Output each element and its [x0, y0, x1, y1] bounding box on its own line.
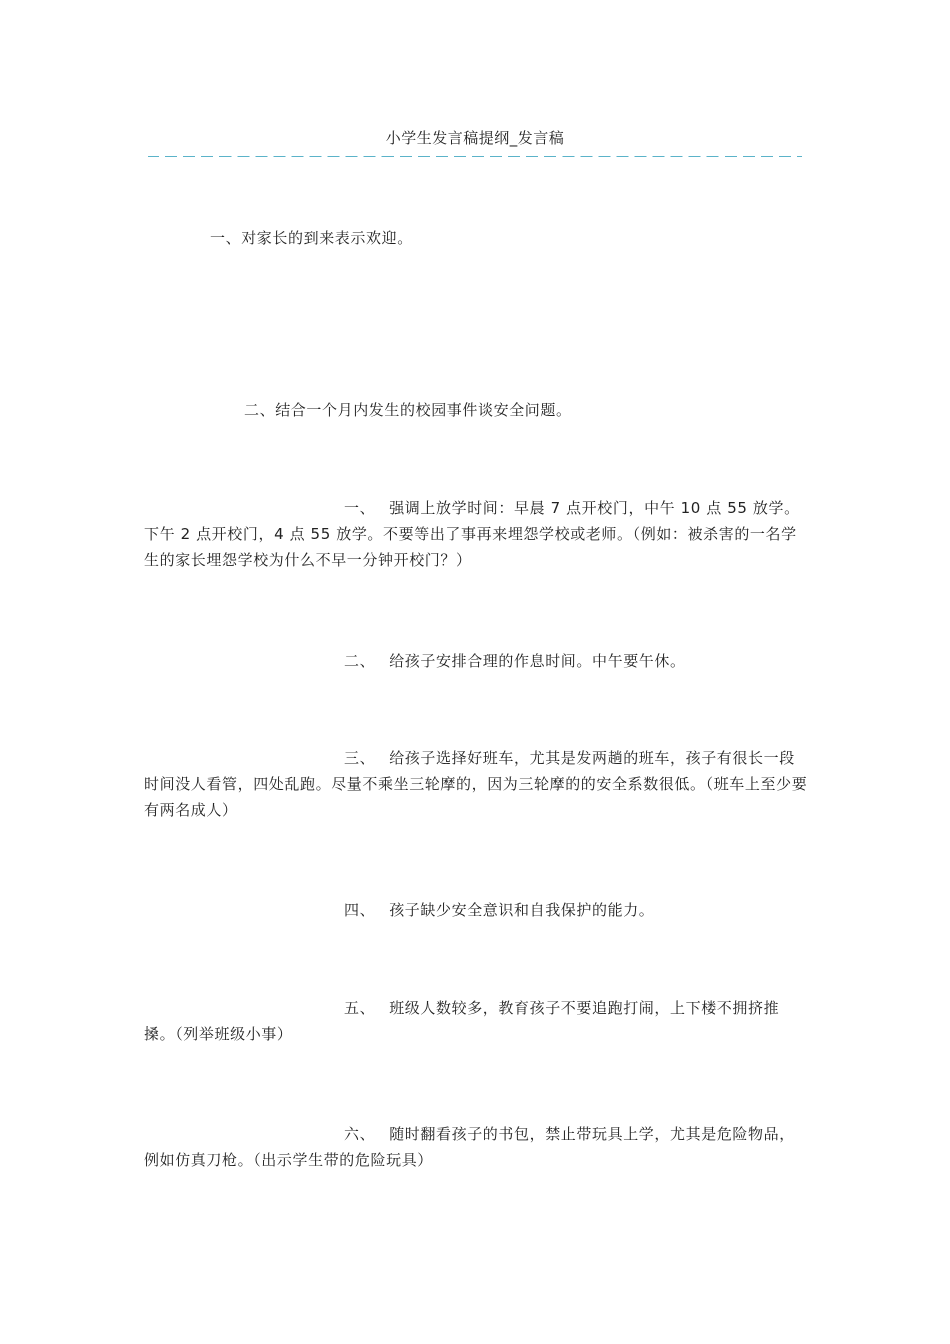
item-text: 给孩子选择好班车，尤其是发两趟的班车，孩子有很长一段时间没人看管，四处乱跑。尽量不乘坐三轮摩的，因为三轮摩的的安全系数很低。（班车上至少要有两名成人）	[144, 749, 808, 819]
item-text: 随时翻看孩子的书包，禁止带玩具上学，尤其是危险物品，例如仿真刀枪。（出示学生带的危险玩具）	[144, 1125, 795, 1169]
document-title: 小学生发言稿提纲_发言稿	[385, 129, 565, 147]
item-text: 孩子缺少安全意识和自我保护的能力。	[389, 901, 655, 919]
item-text: 班级人数较多，教育孩子不要追跑打闹，上下楼不拥挤推搡。（列举班级小事）	[144, 999, 780, 1043]
list-item	[144, 495, 808, 573]
item-number: 五、	[344, 999, 376, 1017]
item-text: 强调上放学时间：早晨 7 点开校门，中午 10 点 55 放学。下午 2 点开校门，4 点 55 放学。不要等出了事再来埋怨学校或老师。（例如：被杀害的一名学生的家长埋怨学校为什么不早一分钟开校门？）	[144, 499, 800, 569]
item-number: 一、	[344, 499, 376, 517]
list-item	[144, 648, 808, 674]
item-text: 给孩子安排合理的作息时间。中午要午休。	[389, 652, 686, 670]
list-item	[144, 1121, 808, 1173]
list-item	[144, 745, 808, 823]
section-welcome: 一、对家长的到来表示欢迎。	[210, 229, 413, 247]
item-number: 六、	[344, 1125, 376, 1143]
list-item	[144, 897, 808, 923]
item-number: 三、	[344, 749, 376, 767]
section-safety: 二、结合一个月内发生的校园事件谈安全问题。	[244, 401, 572, 419]
item-number: 四、	[344, 901, 376, 919]
title-divider	[148, 156, 802, 157]
item-number: 二、	[344, 652, 376, 670]
list-item	[144, 995, 808, 1047]
